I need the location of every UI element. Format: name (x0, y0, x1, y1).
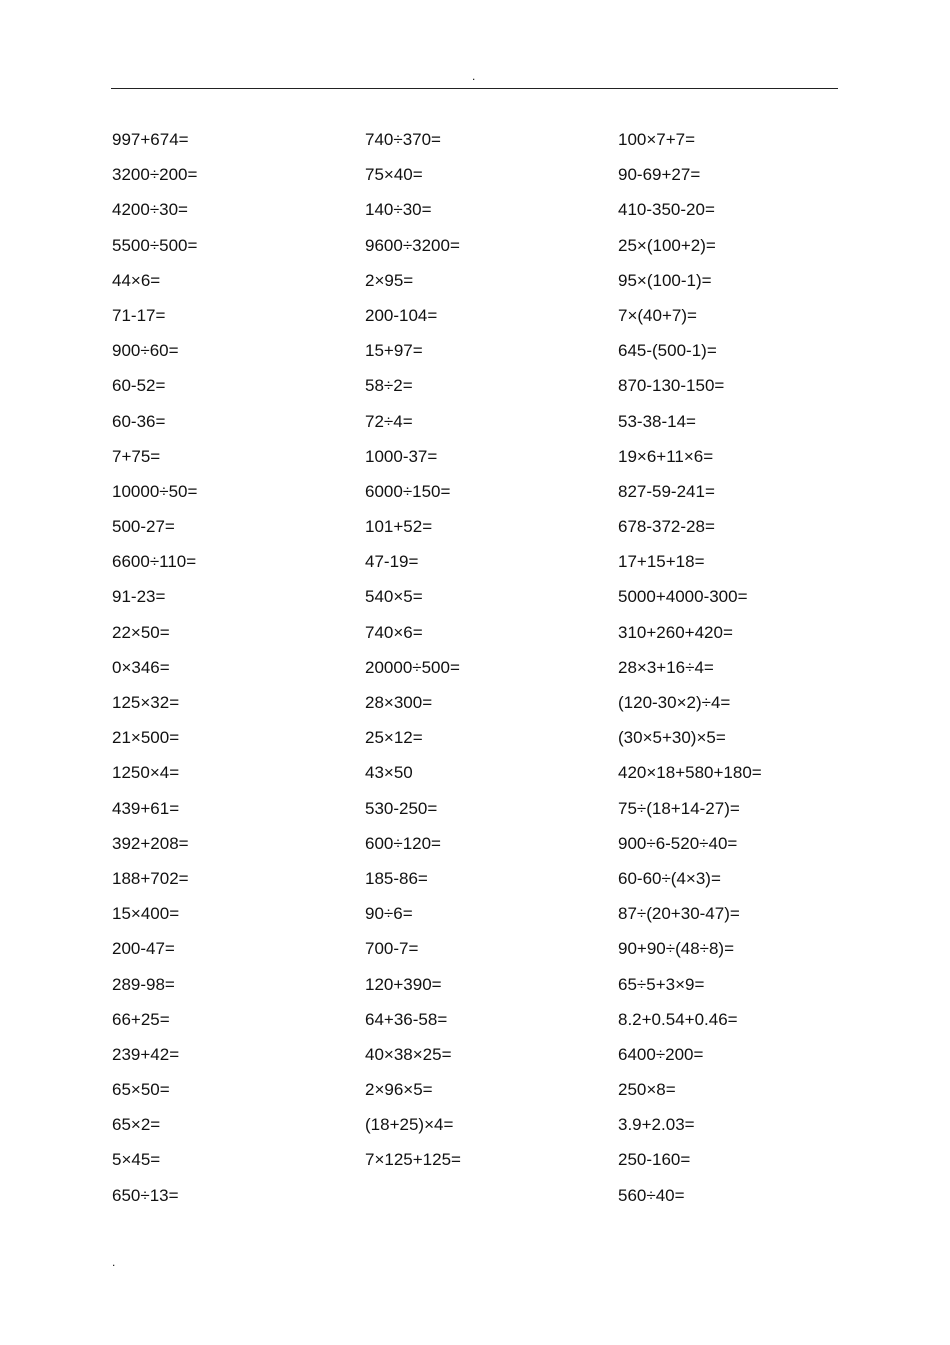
math-problem: 870-130-150= (618, 376, 725, 396)
math-problem: 60-36= (112, 411, 166, 431)
math-problem: 1000-37= (365, 446, 438, 466)
math-problem: 9600÷3200= (365, 235, 460, 255)
math-problem: 75÷(18+14-27)= (618, 798, 740, 818)
header-divider (111, 88, 838, 89)
math-problem: 28×3+16÷4= (618, 657, 714, 677)
math-problem: 900÷60= (112, 341, 179, 361)
footer-mark: . (112, 1255, 116, 1269)
math-problem: 200-104= (365, 305, 438, 325)
math-problem: 3.9+2.03= (618, 1115, 695, 1135)
math-problem: 740×6= (365, 622, 423, 642)
math-problem: 289-98= (112, 974, 175, 994)
math-problem: 188+702= (112, 868, 189, 888)
math-problem: 827-59-241= (618, 481, 715, 501)
math-problem: 1250×4= (112, 763, 180, 783)
math-problem: 7×125+125= (365, 1150, 461, 1170)
math-problem: 43×50 (365, 763, 413, 783)
math-problem: 90-69+27= (618, 165, 701, 185)
math-problem: 95×(100-1)= (618, 270, 712, 290)
math-problem: 2×95= (365, 270, 414, 290)
math-problem: 125×32= (112, 693, 180, 712)
problem-column-2 (365, 122, 461, 1178)
math-problem: 65×50= (112, 1080, 170, 1100)
problem-column-3 (618, 122, 762, 1213)
math-problem: 66+25= (112, 1009, 170, 1029)
math-problem: 540×5= (365, 587, 423, 607)
math-problem: 47-19= (365, 552, 419, 572)
math-problem: 28×300= (365, 693, 433, 712)
math-problem: 200-47= (112, 939, 175, 959)
math-problem: 15×400= (112, 904, 180, 924)
math-problem: 10000÷50= (112, 481, 198, 501)
math-problem: (30×5+30)×5= (618, 728, 726, 748)
math-problem: 87÷(20+30-47)= (618, 904, 740, 924)
math-problem: 44×6= (112, 270, 161, 290)
math-problem: 7+75= (112, 446, 161, 466)
math-problem: 500-27= (112, 517, 175, 537)
math-problem: 650÷13= (112, 1185, 179, 1205)
math-problem: 420×18+580+180= (618, 763, 762, 783)
math-problem: 100×7+7= (618, 130, 696, 149)
math-problem: 5000+4000-300= (618, 587, 748, 607)
math-problem: 20000÷500= (365, 657, 460, 677)
math-problem: 5×45= (112, 1150, 161, 1170)
math-problem: 740÷370= (365, 130, 441, 149)
math-problem: 0×346= (112, 657, 170, 677)
math-problem: 6400÷200= (618, 1044, 704, 1064)
math-problem: 5500÷500= (112, 235, 198, 255)
math-problem: 392+208= (112, 833, 189, 853)
math-problem: 120+390= (365, 974, 442, 994)
math-problem: 40×38×25= (365, 1044, 452, 1064)
math-problem: 310+260+420= (618, 622, 733, 642)
math-problem: 250×8= (618, 1080, 676, 1100)
math-problem: 678-372-28= (618, 517, 715, 537)
math-problem: (120-30×2)÷4= (618, 693, 731, 712)
math-problem: 2×96×5= (365, 1080, 433, 1100)
math-problem: 25×(100+2)= (618, 235, 716, 255)
math-problem: 72÷4= (365, 411, 413, 431)
math-problem: 15+97= (365, 341, 423, 361)
math-problem: 900÷6-520÷40= (618, 833, 738, 853)
math-problem: 90+90÷(48÷8)= (618, 939, 735, 959)
math-problem: 21×500= (112, 728, 180, 748)
math-problem: 71-17= (112, 305, 166, 325)
header-mark: . (472, 69, 476, 83)
math-problem: 22×50= (112, 622, 170, 642)
math-problem: 439+61= (112, 798, 180, 818)
math-problem: (18+25)×4= (365, 1115, 454, 1135)
math-problem: 3200÷200= (112, 165, 198, 185)
math-problem: 17+15+18= (618, 552, 705, 572)
math-problem: 239+42= (112, 1044, 180, 1064)
math-problem: 6000÷150= (365, 481, 451, 501)
math-problem: 25×12= (365, 728, 423, 748)
math-problem: 250-160= (618, 1150, 691, 1170)
math-problem: 65÷5+3×9= (618, 974, 705, 994)
math-problem: 101+52= (365, 517, 433, 537)
math-problem: 60-52= (112, 376, 166, 396)
math-problem: 645-(500-1)= (618, 341, 717, 361)
math-problem: 60-60÷(4×3)= (618, 868, 721, 888)
math-problem: 53-38-14= (618, 411, 696, 431)
math-problem: 7×(40+7)= (618, 305, 697, 325)
math-problem: 8.2+0.54+0.46= (618, 1009, 738, 1029)
math-problem: 6600÷110= (112, 552, 197, 572)
math-problem: 65×2= (112, 1115, 161, 1135)
math-problem: 700-7= (365, 939, 419, 959)
math-problem: 58÷2= (365, 376, 413, 396)
math-problem: 185-86= (365, 868, 428, 888)
math-problem: 90÷6= (365, 904, 413, 924)
math-problem: 560÷40= (618, 1185, 685, 1205)
math-problem: 530-250= (365, 798, 438, 818)
math-problem: 19×6+11×6= (618, 446, 714, 466)
math-problem: 91-23= (112, 587, 166, 607)
problem-column-1 (112, 122, 197, 1213)
math-problem: 997+674= (112, 130, 189, 149)
math-problem: 410-350-20= (618, 200, 715, 220)
math-problem: 75×40= (365, 165, 423, 185)
math-problem: 4200÷30= (112, 200, 188, 220)
math-problem: 64+36-58= (365, 1009, 448, 1029)
math-problem: 140÷30= (365, 200, 432, 220)
math-problem: 600÷120= (365, 833, 441, 853)
